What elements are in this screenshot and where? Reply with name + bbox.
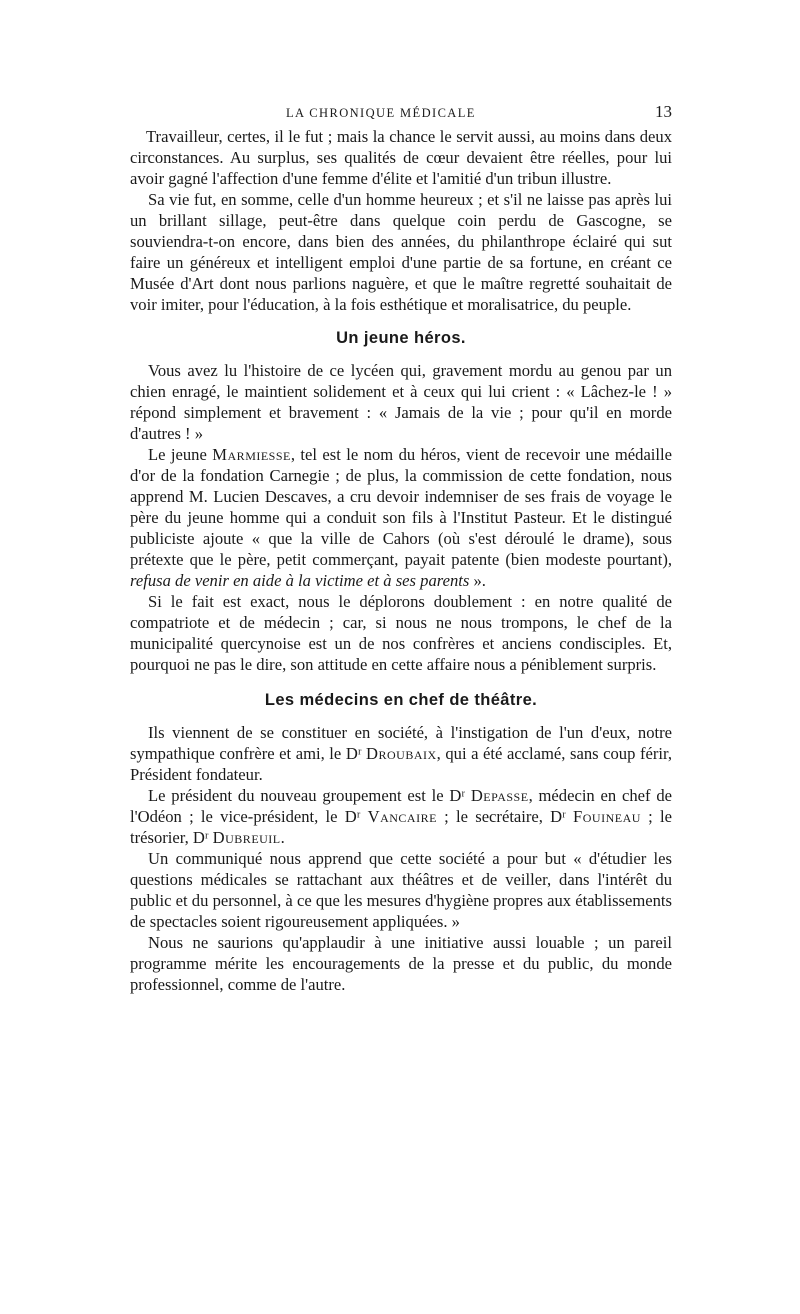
text-run: ; le secrétaire, Dʳ bbox=[436, 807, 574, 826]
text-run: Le président du nouveau groupement est le Dʳ bbox=[148, 786, 471, 805]
section1-paragraph-1: Vous avez lu l'histoire de ce lycéen qui, gravement mordu au genou par un chien enragé, le maintient solidement et à ceux qui lui crient : « Lâchez-le ! » répond simplement et bravement : « Jamais de la vie ; pour qu'il en morde d'autres ! » bbox=[130, 361, 672, 443]
text-run: , qui a été acclamé, sans coup férir, Président fondateur. bbox=[130, 744, 672, 784]
text-run: . bbox=[280, 828, 285, 847]
person-name-droubaix: Droubaix bbox=[366, 744, 437, 763]
book-page bbox=[130, 100, 672, 995]
section2-paragraph-2 bbox=[130, 785, 672, 848]
section2-paragraph-4: Nous ne saurions qu'applaudir à une initiative aussi louable ; un pareil programme mérite les encouragements de la presse et du public, du monde professionnel, comme de l'autre. bbox=[130, 933, 672, 994]
person-name-marmiesse: Marmiesse bbox=[212, 445, 291, 464]
text-run: , tel est le nom du héros, vient de recevoir une médaille d'or de la fondation Carnegie ; de plus, la commission de cette fondation, nous apprend M. Lucien Descaves, a cru devoir indemniser de ses frais de voyage le père du jeune homme qui a conduit son fils à l'Institut Pasteur. Et le distingué publiciste ajoute « que la ville de Cahors (où s'est déroulé le drame), sous prétexte que le père, petit commerçant, payait patente (bien modeste pourtant), bbox=[130, 445, 672, 569]
section1-paragraph-3: Si le fait est exact, nous le déplorons doublement : en notre qualité de compatriote et de médecin ; car, si nous ne nous trompons, le chef de la municipalité quercynoise est un de nos confrères et anciens condisciples. Et, pourquoi ne pas le dire, son attitude en cette affaire nous a péniblement surpris. bbox=[130, 592, 672, 674]
text-run: , médecin en chef de l'Odéon ; le vice-président, le Dʳ bbox=[130, 786, 673, 826]
section1-paragraph-2 bbox=[130, 444, 672, 591]
italic-quote: refusa de venir en aide à la victime et à ses parents bbox=[130, 571, 470, 590]
running-header bbox=[130, 100, 672, 126]
text-run: Ils viennent de se constituer en société, à l'instigation de l'un d'eux, notre sympathique confrère et ami, le Dʳ bbox=[130, 723, 672, 763]
person-name-vancaire: Vancaire bbox=[367, 807, 437, 826]
section2-paragraph-3: Un communiqué nous apprend que cette société a pour but « d'étudier les questions médicales se rattachant aux théâtres et de veiller, dans l'intérêt du public et du personnel, à ce que les mesures d'hygiène propres aux établissements de spectacles soient rigoureusement appliquées. » bbox=[130, 849, 672, 931]
person-name-fouineau: Fouineau bbox=[573, 807, 641, 826]
section2-paragraph-1 bbox=[130, 722, 672, 785]
intro-paragraph-1: Travailleur, certes, il le fut ; mais la chance le servit aussi, au moins dans deux circonstances. Au surplus, ses qualités de cœur devaient être réelles, pour lui avoir gagné l'affection d'une femme d'élite et l'amitié d'un tribun illustre. bbox=[130, 127, 672, 188]
section-title-jeune-heros: Un jeune héros. bbox=[336, 329, 466, 347]
text-run: ; le trésorier, Dʳ bbox=[130, 807, 672, 847]
running-title: LA CHRONIQUE MÉDICALE bbox=[286, 106, 476, 120]
person-name-depasse: Depasse bbox=[470, 786, 529, 805]
page-number: 13 bbox=[655, 102, 672, 121]
text-run: Le jeune bbox=[148, 445, 213, 464]
intro-paragraph-2: Sa vie fut, en somme, celle d'un homme heureux ; et s'il ne laisse pas après lui un brillant sillage, peut-être dans quelque coin perdu de Gascogne, se souviendra-t-on encore, dans bien des années, du philanthrope éclairé qui sut faire un généreux et intelligent emploi d'une partie de sa fortune, en créant ce Musée d'Art dont nous parlions naguère, et que le maître regretté souhaitait de voir imiter, pour l'éducation, à la fois esthétique et moralisatrice, du peuple. bbox=[130, 190, 672, 314]
person-name-dubreuil: Dubreuil bbox=[212, 828, 281, 847]
text-run: ». bbox=[469, 571, 486, 590]
section-title-medecins-theatre: Les médecins en chef de théâtre. bbox=[264, 691, 538, 709]
